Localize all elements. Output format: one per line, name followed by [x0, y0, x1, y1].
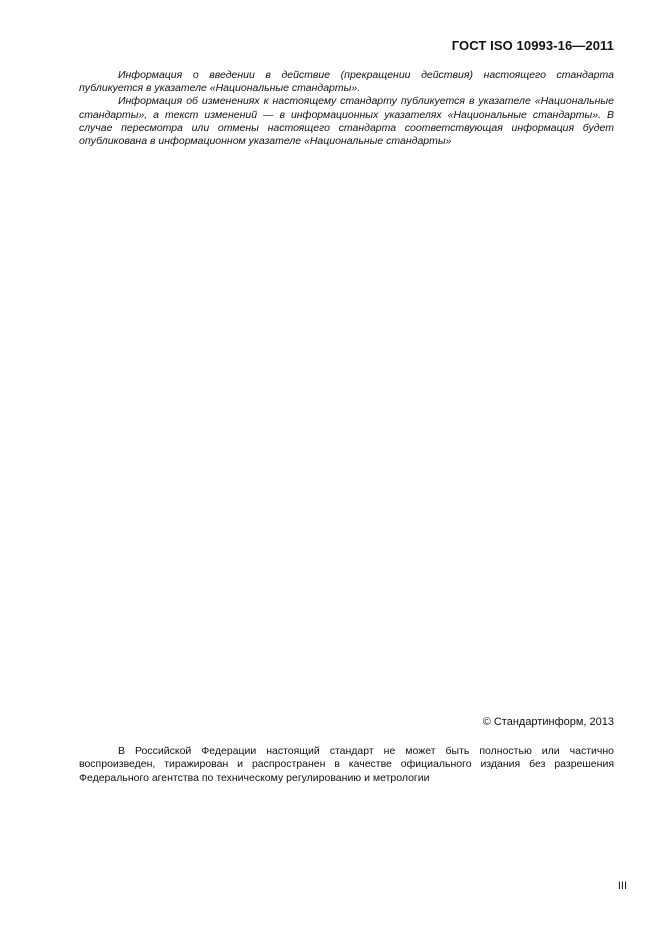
info-paragraph-enactment: Информация о введении в действие (прекращении действия) настоящего стандарта публикуется в указателе «Национальные стандарты». [79, 69, 614, 95]
reproduction-notice: В Российской Федерации настоящий стандарт не может быть полностью или частично воспроизведен, тиражирован и распространен в качестве официального издания без разрешения Федерального агентства по техническому регулированию и метрологии [79, 745, 614, 784]
copyright-notice: © Стандартинформ, 2013 [482, 716, 614, 728]
document-header: ГОСТ ISO 10993-16—2011 [451, 38, 614, 53]
page-number: III [617, 880, 627, 892]
publication-info [79, 69, 614, 148]
info-paragraph-amendments: Информация об изменениях к настоящему стандарту публикуется в указателе «Национальные стандарты», а текст изменений — в информационных указателях «Национальные стандарты». В случае пересмотра или отмены настоящего стандарта соответствующая информация будет опубликована в информационном указателе «Национальные стандарты» [79, 95, 614, 148]
